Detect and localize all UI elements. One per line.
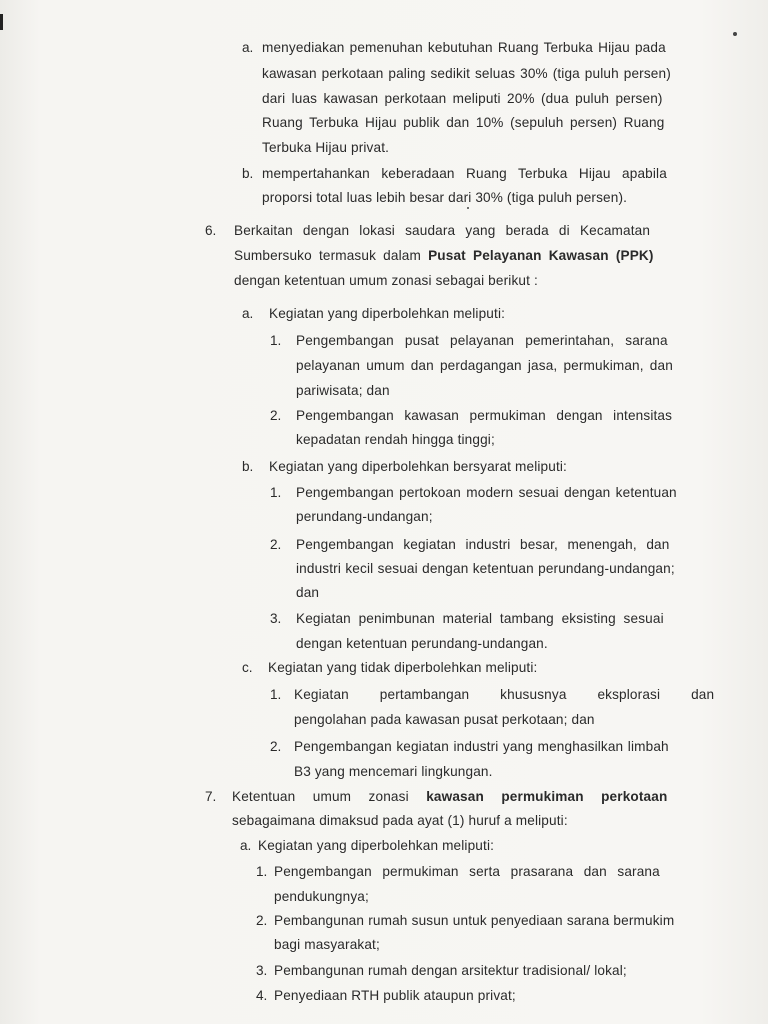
section-number: 6. — [205, 223, 217, 238]
item-number: 1. — [256, 864, 268, 879]
paragraph-line: dari luas kawasan perkotaan meliputi 20% (dua puluh persen) — [262, 91, 663, 106]
item-number: 2. — [270, 408, 282, 423]
paragraph-line: proporsi total luas lebih besar dari 30% (tiga puluh persen). — [262, 190, 628, 205]
paragraph-line: Pengembangan kegiatan industri besar, menengah, dan — [296, 537, 670, 552]
sub-title: Kegiatan yang tidak diperbolehkan meliputi: — [268, 660, 538, 675]
sub-title: Kegiatan yang diperbolehkan meliputi: — [258, 838, 495, 853]
paragraph-line: Berkaitan dengan lokasi saudara yang berada di Kecamatan — [234, 223, 651, 238]
section-number: 7. — [205, 789, 217, 804]
item-label: b. — [242, 166, 254, 181]
paragraph-line: dengan ketentuan perundang-undangan. — [296, 636, 548, 651]
paragraph-line: mempertahankan keberadaan Ruang Terbuka Hijau apabila — [262, 166, 667, 181]
paragraph-line: Terbuka Hijau privat. — [262, 140, 390, 155]
paragraph-line: pariwisata; dan — [296, 383, 390, 398]
item-number: 2. — [270, 537, 282, 552]
paragraph-line: Pengembangan kawasan permukiman dengan intensitas — [296, 408, 673, 423]
paragraph-line: Ruang Terbuka Hijau publik dan 10% (sepuluh persen) Ruang — [262, 115, 665, 130]
paragraph-line: Pengembangan pusat pelayanan pemerintahan, sarana — [296, 333, 668, 348]
paragraph-line: B3 yang mencemari lingkungan. — [294, 764, 493, 779]
item-number: 1. — [270, 485, 282, 500]
item-number: 2. — [256, 913, 268, 928]
sub-label: b. — [242, 459, 254, 474]
item-label: a. — [242, 40, 254, 55]
paragraph-line: pelayanan umum dan perdagangan jasa, permukiman, dan — [296, 358, 673, 373]
scan-speck — [467, 207, 469, 209]
paragraph-line: Pengembangan permukiman serta prasarana dan sarana — [274, 864, 660, 879]
paragraph-line: Pembangunan rumah dengan arsitektur tradisional/ lokal; — [274, 963, 627, 978]
sub-label: c. — [242, 660, 253, 675]
text-run: Sumbersuko termasuk dalam — [234, 248, 429, 263]
paragraph-line: Kegiatan pertambangan khususnya eksplorasi dan — [294, 687, 715, 702]
text-run: Ketentuan umum zonasi — [232, 789, 427, 804]
paragraph-line: Pengembangan pertokoan modern sesuai dengan ketentuan — [296, 485, 677, 500]
item-number: 4. — [256, 988, 268, 1003]
paragraph-line — [262, 40, 720, 56]
paragraph-line — [234, 248, 654, 264]
item-number: 3. — [256, 963, 268, 978]
paragraph-line: Pembangunan rumah susun untuk penyediaan sarana bermukim — [274, 913, 675, 928]
paragraph-line: kawasan perkotaan paling sedikit seluas 30% (tiga puluh persen) — [262, 66, 671, 81]
paragraph-line: industri kecil sesuai dengan ketentuan perundang-undangan; — [296, 561, 675, 576]
item-number: 2. — [270, 739, 282, 754]
item-number: 1. — [270, 333, 282, 348]
sub-title: Kegiatan yang diperbolehkan bersyarat meliputi: — [269, 459, 567, 474]
paragraph-line: Pengembangan kegiatan industri yang menghasilkan limbah — [294, 739, 669, 754]
paragraph-line — [232, 789, 667, 805]
paragraph-line: dengan ketentuan umum zonasi sebagai berikut : — [234, 273, 538, 288]
paragraph-line: pendukungnya; — [274, 889, 369, 904]
paragraph-line: Kegiatan penimbunan material tambang eksisting sesuai — [296, 611, 664, 626]
bold-term: Pusat Pelayanan Kawasan (PPK) — [428, 248, 654, 263]
paragraph-line: perundang-undangan; — [296, 509, 433, 524]
sub-label: a. — [240, 838, 252, 853]
paragraph-line: dan — [296, 585, 320, 600]
paragraph-line: pengolahan pada kawasan pusat perkotaan; dan — [294, 712, 595, 727]
item-number: 1. — [270, 687, 282, 702]
paragraph-line: bagi masyarakat; — [274, 937, 380, 952]
sub-title: Kegiatan yang diperbolehkan meliputi: — [269, 306, 506, 321]
paragraph-line: kepadatan rendah hingga tinggi; — [296, 432, 495, 447]
paragraph-line: sebagaimana dimaksud pada ayat (1) huruf a meliputi: — [232, 813, 568, 828]
bold-term: kawasan permukiman perkotaan — [426, 789, 668, 804]
paragraph-line: Penyediaan RTH publik ataupun privat; — [274, 988, 516, 1003]
sub-label: a. — [242, 306, 254, 321]
item-number: 3. — [270, 611, 282, 626]
scan-speck — [0, 14, 3, 30]
text-line: menyediakan pemenuhan kebutuhan Ruang Terbuka Hijau pada — [262, 40, 666, 55]
scan-speck — [733, 32, 737, 36]
